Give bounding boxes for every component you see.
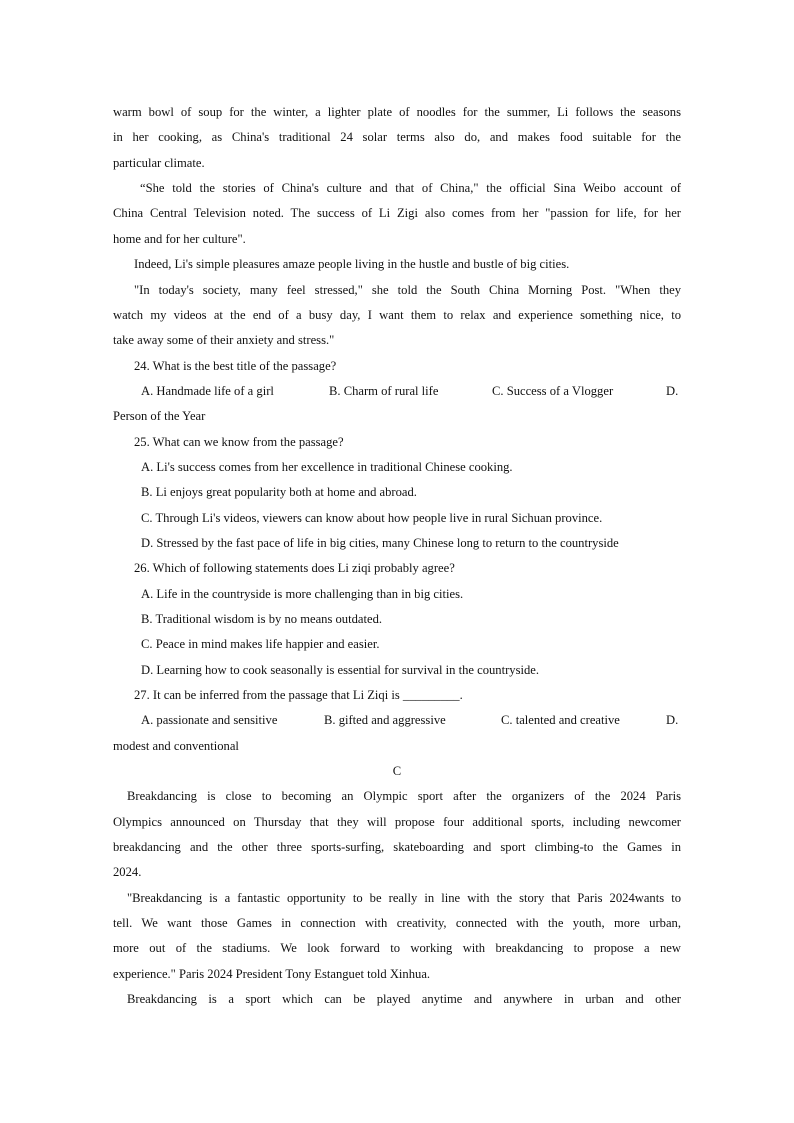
passage-line: breakdancing and the other three sports-surfing, skateboarding and sport climbing-to the Games in <box>113 840 681 854</box>
option-a: A. Li's success comes from her excellence in traditional Chinese cooking. <box>141 460 513 474</box>
passage-line: tell. We want those Games in connection with creativity, connected with the youth, more urban, <box>113 916 681 930</box>
option-a: A. passionate and sensitive <box>141 713 278 727</box>
passage-line: take away some of their anxiety and stress." <box>113 333 335 347</box>
passage-line: Breakdancing is a sport which can be played anytime and anywhere in urban and other <box>127 992 681 1006</box>
option-c: C. Through Li's videos, viewers can know about how people live in rural Sichuan province. <box>141 511 603 525</box>
passage-line: 2024. <box>113 865 142 879</box>
passage-line: "Breakdancing is a fantastic opportunity to be really in line with the story that Paris 2024wants to <box>127 891 681 905</box>
passage-line: China Central Television noted. The success of Li Zigi also comes from her "passion for life, for her <box>113 206 681 220</box>
option-b: B. Li enjoys great popularity both at home and abroad. <box>141 485 417 499</box>
option-b: B. Charm of rural life <box>329 384 439 398</box>
question-stem: 24. What is the best title of the passage? <box>134 359 337 373</box>
option-c: C. Success of a Vlogger <box>492 384 614 398</box>
passage-line: Breakdancing is close to becoming an Olympic sport after the organizers of the 2024 Paris <box>127 789 681 803</box>
option-b: B. Traditional wisdom is by no means outdated. <box>141 612 383 626</box>
section-heading: C <box>392 764 402 778</box>
passage-line: warm bowl of soup for the winter, a lighter plate of noodles for the summer, Li follows the seasons <box>113 105 681 119</box>
option-c: C. Peace in mind makes life happier and easier. <box>141 637 380 651</box>
option-c: C. talented and creative <box>501 713 620 727</box>
question-stem: 26. Which of following statements does Li ziqi probably agree? <box>134 561 455 575</box>
passage-line: experience." Paris 2024 President Tony Estanguet told Xinhua. <box>113 967 431 981</box>
passage-line: watch my videos at the end of a busy day, I want them to relax and experience something nice, to <box>113 308 681 322</box>
option-d-label: D. <box>666 713 679 727</box>
question-stem: 25. What can we know from the passage? <box>134 435 344 449</box>
passage-line: home and for her culture". <box>113 232 246 246</box>
passage-line: more out of the stadiums. We look forward to working with breakdancing to propose a new <box>113 941 681 955</box>
passage-line: "In today's society, many feel stressed," she told the South China Morning Post. "When they <box>134 283 681 297</box>
option-d-text: modest and conventional <box>113 739 239 753</box>
passage-line: in her cooking, as China's traditional 24 solar terms also do, and makes food suitable for the <box>113 130 681 144</box>
passage-line: particular climate. <box>113 156 205 170</box>
question-stem: 27. It can be inferred from the passage that Li Ziqi is _________. <box>134 688 463 702</box>
option-d: D. Learning how to cook seasonally is essential for survival in the countryside. <box>141 663 540 677</box>
passage-line: Olympics announced on Thursday that they will propose four additional sports, including newcomer <box>113 815 681 829</box>
option-a: A. Handmade life of a girl <box>141 384 274 398</box>
option-b: B. gifted and aggressive <box>324 713 446 727</box>
passage-line: “She told the stories of China's culture and that of China," the official Sina Weibo account of <box>140 181 681 195</box>
option-a: A. Life in the countryside is more challenging than in big cities. <box>141 587 464 601</box>
option-d-label: D. <box>666 384 679 398</box>
passage-line: Indeed, Li's simple pleasures amaze people living in the hustle and bustle of big cities. <box>134 257 570 271</box>
option-d-text: Person of the Year <box>113 409 206 423</box>
option-d: D. Stressed by the fast pace of life in big cities, many Chinese long to return to the countryside <box>141 536 619 550</box>
